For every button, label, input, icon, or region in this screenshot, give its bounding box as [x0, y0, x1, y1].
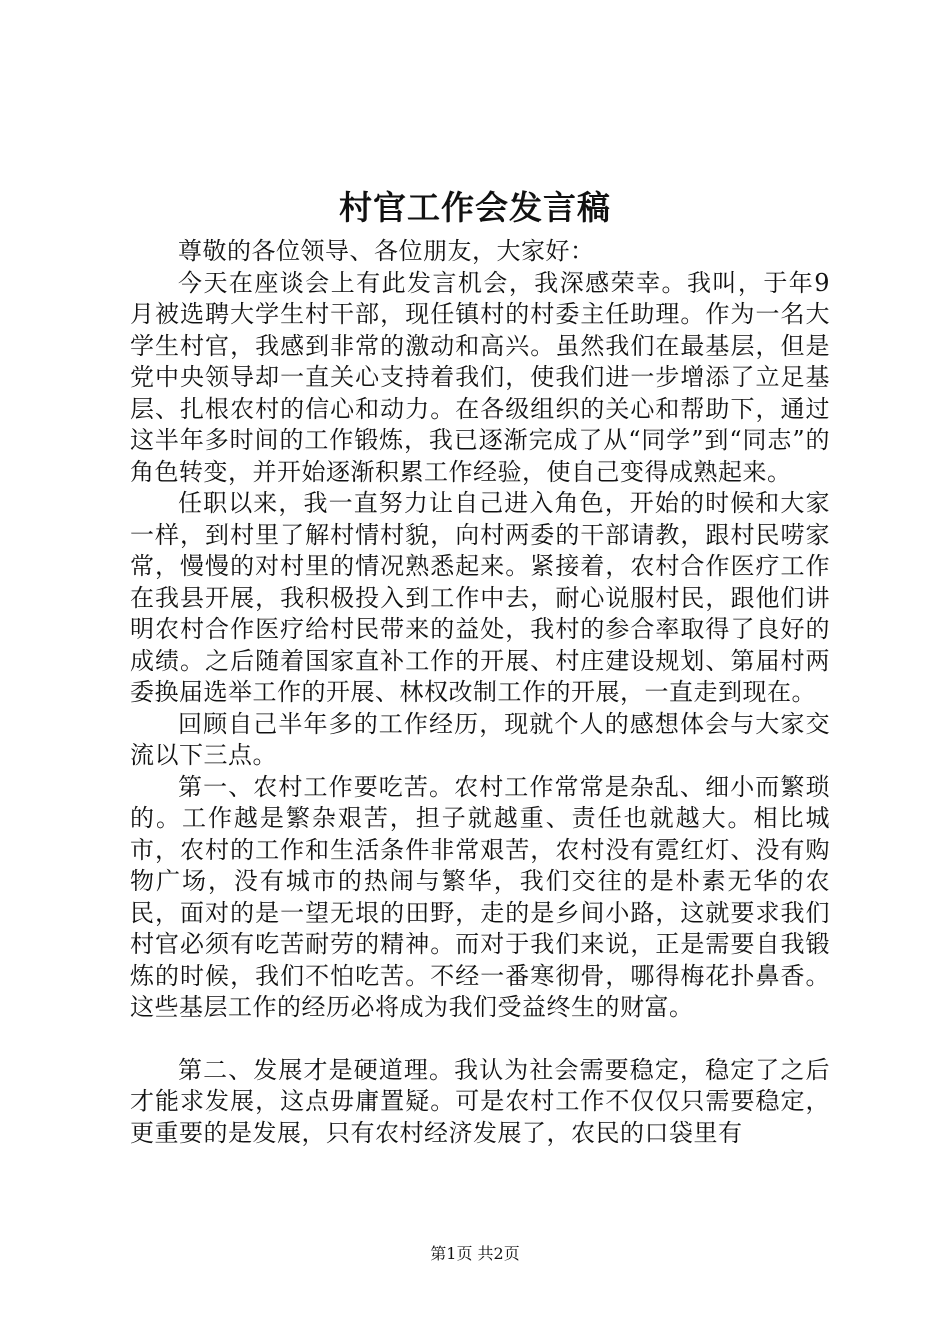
paragraph-point-one: 第一、农村工作要吃苦。农村工作常常是杂乱、细小而繁琐的。工作越是繁杂艰苦，担子就越重、责任也就越大。相比城市，农村的工作和生活条件非常艰苦，农村没有霓红灯、没有购物广场，没有城市的热闹与繁华，我们交往的是朴素无华的农民，面对的是一望无垠的田野，走的是乡间小路，这就要求我们村官必须有吃苦耐劳的精神。而对于我们来说，正是需要自我锻炼的时候，我们不怕吃苦。不经一番寒彻骨，哪得梅花扑鼻香。这些基层工作的经历必将成为我们受益终生的财富。	[130, 772, 830, 1021]
paragraph-summary: 回顾自己半年多的工作经历，现就个人的感想体会与大家交流以下三点。	[130, 709, 830, 769]
paragraph-experience: 任职以来，我一直努力让自己进入角色，开始的时候和大家一样，到村里了解村情村貌，向村两委的干部请教，跟村民唠家常，慢慢的对村里的情况熟悉起来。紧接着，农村合作医疗工作在我县开展，我积极投入到工作中去，耐心说服村民，跟他们讲明农村合作医疗给村民带来的益处，我村的参合率取得了良好的成绩。之后随着国家直补工作的开展、村庄建设规划、第届村两委换届选举工作的开展、林权改制工作的开展，一直走到现在。	[130, 489, 830, 706]
document-body	[130, 236, 830, 1149]
paragraph-introduction: 今天在座谈会上有此发言机会，我深感荣幸。我叫，于年9月被选聘大学生村干部，现任镇村的村委主任助理。作为一名大学生村官，我感到非常的激动和高兴。虽然我们在最基层，但是党中央领导却一直关心支持着我们，使我们进一步增添了立足基层、扎根农村的信心和动力。在各级组织的关心和帮助下，通过这半年多时间的工作锻炼，我已逐渐完成了从“同学”到“同志”的角色转变，并开始逐渐积累工作经验，使自己变得成熟起来。	[130, 268, 830, 486]
paragraph-greeting: 尊敬的各位领导、各位朋友，大家好：	[178, 237, 595, 265]
paragraph-point-two: 第二、发展才是硬道理。我认为社会需要稳定，稳定了之后才能求发展，这点毋庸置疑。可是农村工作不仅仅只需要稳定，更重要的是发展，只有农村经济发展了，农民的口袋里有	[130, 1055, 830, 1147]
page-number: 第1页 共2页	[430, 1244, 520, 1263]
document-title: 村官工作会发言稿	[339, 188, 611, 227]
